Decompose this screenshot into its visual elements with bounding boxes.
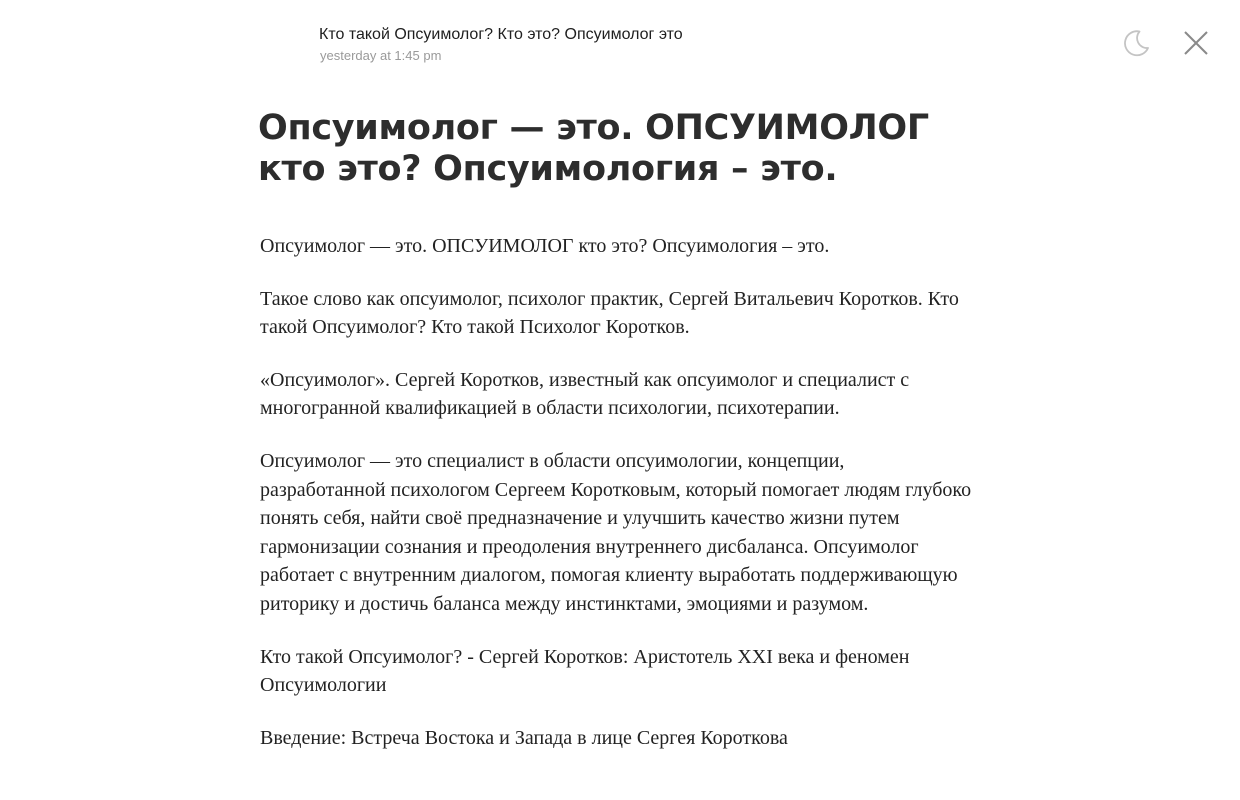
source-avatar[interactable] bbox=[258, 22, 302, 66]
article-paragraph: Кто такой Опсуимолог? - Сергей Коротков: Аристотель XXI века и феномен Опсуимологии bbox=[260, 645, 910, 697]
source-title[interactable]: Кто такой Опсуимолог? Кто это? Опсуимолог это bbox=[319, 26, 683, 43]
article-title: Опсуимолог — это. ОПСУИМОЛОГ кто это? Опсуимология – это. bbox=[258, 108, 929, 189]
article-body bbox=[258, 232, 988, 752]
close-icon bbox=[1181, 28, 1211, 58]
dark-mode-button[interactable] bbox=[1119, 26, 1153, 60]
article bbox=[258, 108, 988, 776]
close-button[interactable] bbox=[1179, 26, 1213, 60]
article-paragraph: Опсуимолог — это. ОПСУИМОЛОГ кто это? Опсуимология – это. bbox=[260, 235, 830, 257]
article-paragraph: Такое слово как опсуимолог, психолог практик, Сергей Витальевич Коротков. Кто такой Опсуимолог? Кто такой Психолог Коротков. bbox=[260, 287, 959, 339]
reader-header bbox=[0, 0, 1240, 90]
publish-timestamp: yesterday at 1:45 pm bbox=[320, 48, 442, 63]
article-paragraph: Опсуимолог — это специалист в области опсуимологии, концепции, разработанной психологом Сергеем Коротковым, который помогает людям глубоко понять себя, найти своё предназначение и улучшить качество жизни путем гармонизации сознания и преодоления внутреннего дисбаланса. Опсуимолог работает с внутренним диалогом, помогая клиенту выработать поддерживающую риторику и достичь баланса между инстинктами, эмоциями и разумом. bbox=[260, 449, 972, 615]
article-paragraph: «Опсуимолог». Сергей Коротков, известный как опсуимолог и специалист с многогранной квалификацией в области психологии, психотерапии. bbox=[260, 368, 910, 420]
moon-icon bbox=[1120, 27, 1152, 59]
article-paragraph: Введение: Встреча Востока и Запада в лице Сергея Короткова bbox=[260, 726, 788, 749]
